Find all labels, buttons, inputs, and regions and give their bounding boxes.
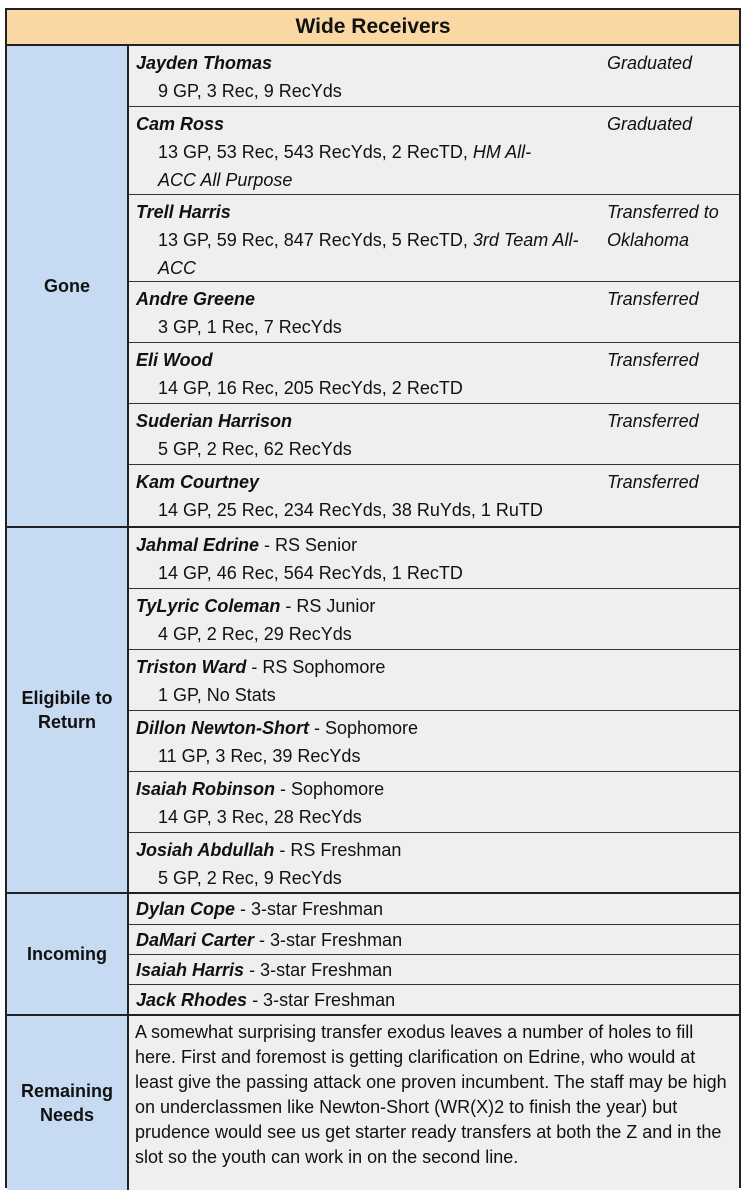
player-class: - RS Senior [259, 535, 358, 555]
player-name: Dillon Newton-Short [136, 718, 309, 738]
player-row [129, 711, 739, 772]
player-row [129, 925, 739, 955]
gone-list [129, 46, 739, 526]
player-stats: 11 GP, 3 Rec, 39 RecYds [158, 746, 361, 766]
player-class: - 3-star Freshman [254, 930, 403, 950]
player-name: TyLyric Coleman [136, 596, 281, 616]
table-title: Wide Receivers [7, 10, 739, 46]
player-stats: 14 GP, 3 Rec, 28 RecYds [158, 807, 362, 827]
player-class: - RS Freshman [274, 840, 402, 860]
section-label-needs: Remaining Needs [7, 1016, 129, 1190]
player-row [129, 343, 739, 404]
player-stats: 5 GP, 2 Rec, 62 RecYds [158, 439, 352, 459]
player-status: Graduated [607, 114, 693, 134]
player-stats: 14 GP, 16 Rec, 205 RecYds, 2 RecTD [158, 378, 463, 398]
player-name: Kam Courtney [136, 472, 260, 492]
wide-receivers-table [5, 8, 741, 1188]
player-row [129, 589, 739, 650]
player-class: - 3-star Freshman [247, 990, 396, 1010]
player-stats: 5 GP, 2 Rec, 9 RecYds [158, 868, 342, 888]
player-name: Isaiah Harris [136, 960, 245, 980]
player-row [129, 955, 739, 985]
section-label-returning: Eligibile to Return [7, 528, 129, 892]
player-name: Eli Wood [136, 350, 213, 370]
player-stats: 3 GP, 1 Rec, 7 RecYds [158, 317, 342, 337]
player-name: Suderian Harrison [136, 411, 293, 431]
needs-body [129, 1016, 739, 1190]
player-row [129, 282, 739, 343]
player-status: Transferred [607, 411, 699, 431]
player-class: - RS Sophomore [246, 657, 386, 677]
player-row [129, 404, 739, 465]
player-name: Jack Rhodes [136, 990, 248, 1010]
player-status: Transferred [607, 350, 699, 370]
player-name: Triston Ward [136, 657, 247, 677]
player-stats: 1 GP, No Stats [158, 685, 276, 705]
player-row [129, 465, 739, 526]
player-class: - RS Junior [280, 596, 376, 616]
player-status: Transferred [607, 289, 699, 309]
player-name: Trell Harris [136, 202, 231, 222]
player-name: Isaiah Robinson [136, 779, 276, 799]
player-name: Dylan Cope [136, 899, 236, 919]
player-row [129, 195, 739, 282]
player-class: - 3-star Freshman [244, 960, 393, 980]
player-row [129, 894, 739, 925]
section-incoming [7, 894, 739, 1016]
player-row [129, 985, 739, 1014]
player-stats: 4 GP, 2 Rec, 29 RecYds [158, 624, 352, 644]
player-stats: 9 GP, 3 Rec, 9 RecYds [158, 81, 342, 101]
returning-list [129, 528, 739, 892]
player-class: - Sophomore [275, 779, 385, 799]
needs-text: A somewhat surprising transfer exodus leaves a number of holes to fill here. First and foremost is getting clarification on Edrine, who would at least give the passing attack one proven incumbent. The staff may be high on underclassmen like Newton-Short (WR(X)2 to finish the year) but prudence would see us get starter ready transfers at both the Z and in the slot so the youth can work in on the second line. [129, 1016, 739, 1190]
player-name: Jayden Thomas [136, 53, 273, 73]
section-gone [7, 46, 739, 528]
player-stats: 14 GP, 46 Rec, 564 RecYds, 1 RecTD [158, 563, 463, 583]
player-row [129, 772, 739, 833]
player-name: Josiah Abdullah [136, 840, 275, 860]
player-name: Andre Greene [136, 289, 256, 309]
player-row [129, 107, 739, 195]
player-stats: 13 GP, 59 Rec, 847 RecYds, 5 RecTD, 3rd Team All-ACC [158, 230, 579, 278]
section-needs [7, 1016, 739, 1190]
player-row [129, 833, 739, 892]
player-row [129, 528, 739, 589]
player-name: Cam Ross [136, 114, 225, 134]
player-class: - Sophomore [308, 718, 419, 738]
section-returning [7, 528, 739, 894]
player-name: DaMari Carter [136, 930, 255, 950]
section-label-gone: Gone [7, 46, 129, 526]
section-label-incoming: Incoming [7, 894, 129, 1014]
player-status: Transferred to Oklahoma [607, 202, 719, 250]
player-row [129, 650, 739, 711]
incoming-list [129, 894, 739, 1014]
player-status: Transferred [607, 472, 699, 492]
player-stats: 14 GP, 25 Rec, 234 RecYds, 38 RuYds, 1 RuTD [158, 500, 543, 520]
player-status: Graduated [607, 53, 693, 73]
player-class: - 3-star Freshman [235, 899, 384, 919]
player-name: Jahmal Edrine [136, 535, 260, 555]
player-stats: 13 GP, 53 Rec, 543 RecYds, 2 RecTD, HM All-ACC All Purpose [158, 142, 532, 190]
player-row [129, 46, 739, 107]
